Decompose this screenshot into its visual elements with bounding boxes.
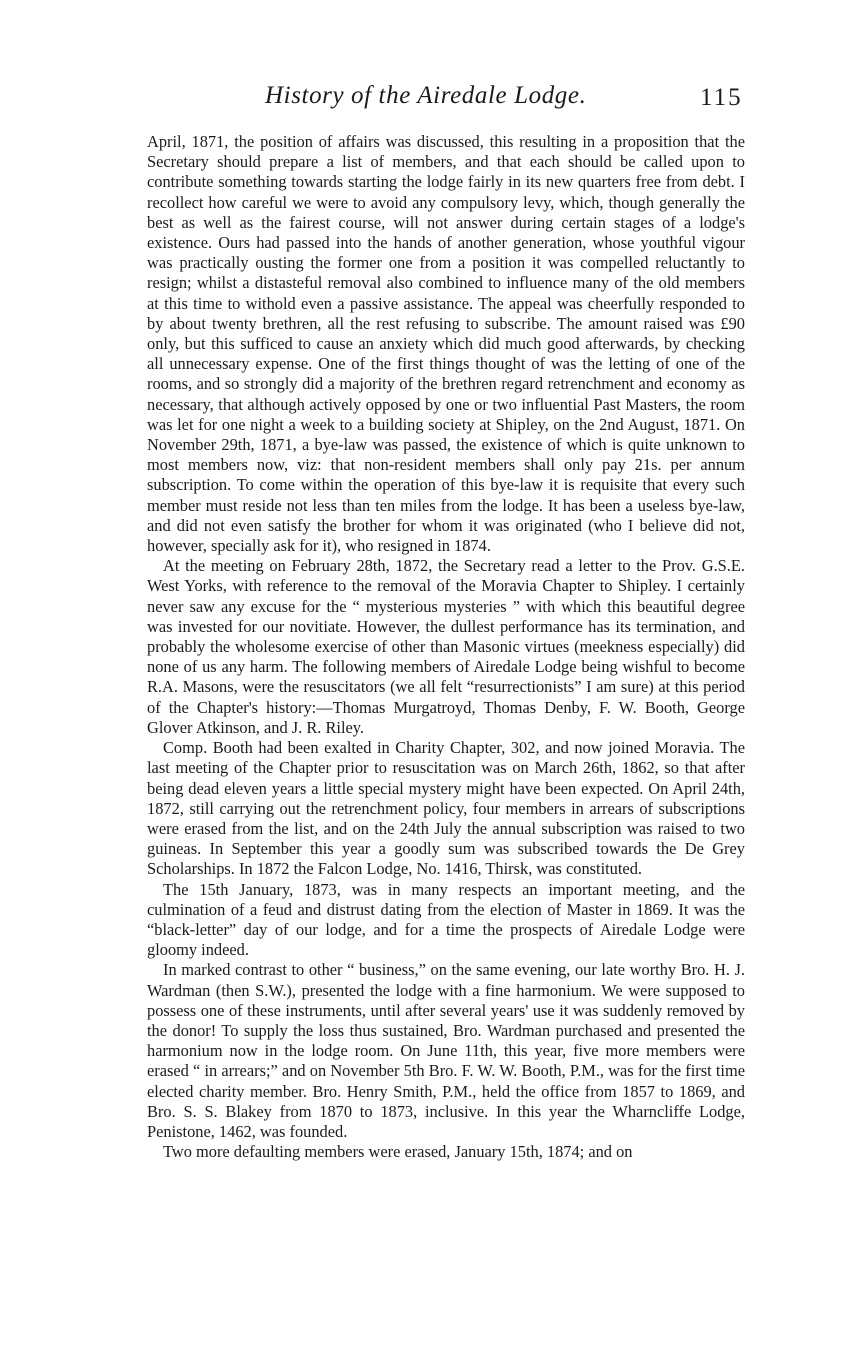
paragraph-6: Two more defaulting members were erased, January 15th, 1874; and on [163, 1142, 633, 1162]
paragraph-3: Comp. Booth had been exalted in Charity Chapter, 302, and now joined Moravia. The last meeting of the Chapter prior to resuscitation was on March 26th, 1862, so that after being dead eleven years a little special mystery might have been expected. On April 24th, 1872, still carrying out the retrenchment policy, four members in arrears of subscriptions were erased from the list, and on the 24th July the annual subscription was raised to two guineas. In September this year a goodly sum was subscribed towards the De Grey Scholarships. In 1872 the Falcon Lodge, No. 1416, Thirsk, was constituted. [147, 738, 745, 879]
page-number: 115 [700, 84, 743, 111]
paragraph-5: In marked contrast to other “ business,” on the same evening, our late worthy Bro. H. J. Wardman (then S.W.), presented the lodge with a fine harmonium. We were supposed to possess one of these instruments, until after several years' use it was suddenly removed by the donor! To supply the loss thus sustained, Bro. Wardman purchased and presented the harmonium now in the lodge room. On June 11th, this year, five more members were erased “ in arrears;” and on November 5th Bro. F. W. W. Booth, P.M., was for the first time elected charity member. Bro. Henry Smith, P.M., held the office from 1857 to 1869, and Bro. S. S. Blakey from 1870 to 1873, inclusive. In this year the Wharncliffe Lodge, Penistone, 1462, was founded. [147, 960, 745, 1141]
page-header [0, 82, 868, 122]
body-text [147, 132, 745, 1162]
running-title: History of the Airedale Lodge. [265, 82, 587, 109]
paragraph-1: April, 1871, the position of affairs was discussed, this resulting in a proposition that the Secretary should prepare a list of members, and that each should be called upon to contribute something towards starting the lodge fairly in its new quarters free from debt. I recollect how careful we were to avoid any compulsory levy, which, though generally the best as well as the fairest course, will not answer during certain stages of a lodge's existence. Ours had passed into the hands of another generation, whose youthful vigour was practically ousting the former one from a position it was compelled reluctantly to resign; whilst a distasteful removal also combined to influence many of the old members at this time to withold even a passive assistance. The appeal was cheerfully responded to by about twenty brethren, all the rest refusing to subscribe. The amount raised was £90 only, but this sufficed to cause an anxiety which did much good afterwards, by checking all unnecessary expense. One of the first things thought of was the letting of one of the rooms, and so strongly did a majority of the brethren regard retrenchment and economy as necessary, that although actively opposed by one or two influential Past Masters, the room was let for one night a week to a building society at Shipley, on the 2nd August, 1871. On November 29th, 1871, a bye-law was passed, the existence of which is quite unknown to most members now, viz: that non-resident members shall only pay 21s. per annum subscription. To come within the operation of this bye-law it is requisite that every such member must reside not less than ten miles from the lodge. It has been a useless bye-law, and did not even satisfy the brother for whom it was originated (who I believe did not, however, specially ask for it), who resigned in 1874. [147, 132, 745, 556]
paragraph-2: At the meeting on February 28th, 1872, the Secretary read a letter to the Prov. G.S.E. West Yorks, with reference to the removal of the Moravia Chapter to Shipley. I certainly never saw any excuse for the “ mysterious mysteries ” with which this beautiful degree was invested for our novitiate. However, the dullest performance has its termination, and probably the wholesome exercise of other than Masonic virtues (meekness especially) did none of us any harm. The following members of Airedale Lodge being wishful to become R.A. Masons, were the resuscitators (we all felt “resurrectionists” I am sure) at this period of the Chapter's history:—Thomas Murgatroyd, Thomas Denby, F. W. Booth, George Glover Atkinson, and J. R. Riley. [147, 556, 745, 737]
paragraph-4: The 15th January, 1873, was in many respects an important meeting, and the culmination of a feud and distrust dating from the election of Master in 1869. It was the “black-letter” day of our lodge, and for a time the prospects of Airedale Lodge were gloomy indeed. [147, 879, 745, 960]
